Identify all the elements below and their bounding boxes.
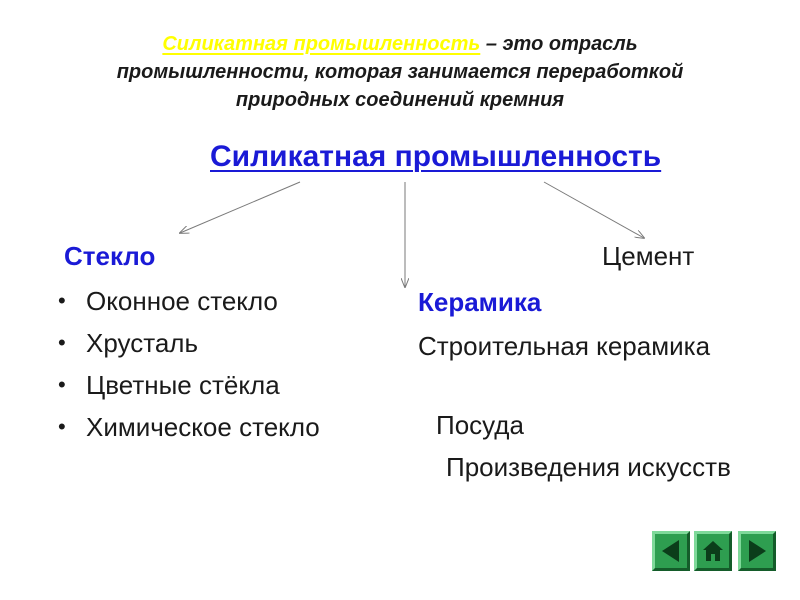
previous-slide-button[interactable]: [652, 531, 690, 571]
glass-item-text: Цветные стёкла: [86, 370, 280, 400]
definition-line-3: природных соединений кремния: [235, 89, 565, 111]
arrow-to-cement: [544, 182, 644, 238]
next-slide-button[interactable]: [738, 531, 776, 571]
ceramics-item: Посуда: [436, 410, 524, 440]
triangle-right-icon: [741, 534, 773, 568]
definition-term: Силикатная промышленность: [162, 33, 481, 55]
bullet-icon: •: [58, 414, 66, 439]
ceramics-title: Керамика: [418, 287, 542, 317]
home-button[interactable]: [694, 531, 732, 571]
ceramics-item: Произведения искусств: [446, 452, 731, 482]
glass-item-text: Химическое стекло: [86, 412, 320, 442]
bullet-icon: •: [58, 372, 66, 397]
arrow-to-glass: [180, 182, 300, 233]
triangle-left-icon: [655, 534, 687, 568]
bullet-icon: •: [58, 330, 66, 355]
definition-line-1-rest: – это отрасль: [480, 33, 638, 55]
glass-item-text: Хрусталь: [86, 328, 199, 358]
list-item: [56, 284, 386, 318]
glass-title: Стекло: [64, 241, 156, 271]
bullet-icon: •: [58, 288, 66, 313]
glass-list: [56, 284, 386, 452]
list-item: [56, 326, 386, 360]
definition-line-2: промышленности, которая занимается переработкой: [116, 61, 684, 83]
glass-item-text: Оконное стекло: [86, 286, 278, 316]
cement-title: Цемент: [602, 241, 695, 271]
list-item: [56, 368, 386, 402]
definition-text: [40, 30, 760, 114]
slide-heading: Силикатная промышленность: [210, 140, 662, 173]
ceramics-item: Строительная керамика: [418, 331, 711, 361]
list-item: [56, 410, 386, 444]
house-icon: [697, 534, 729, 568]
